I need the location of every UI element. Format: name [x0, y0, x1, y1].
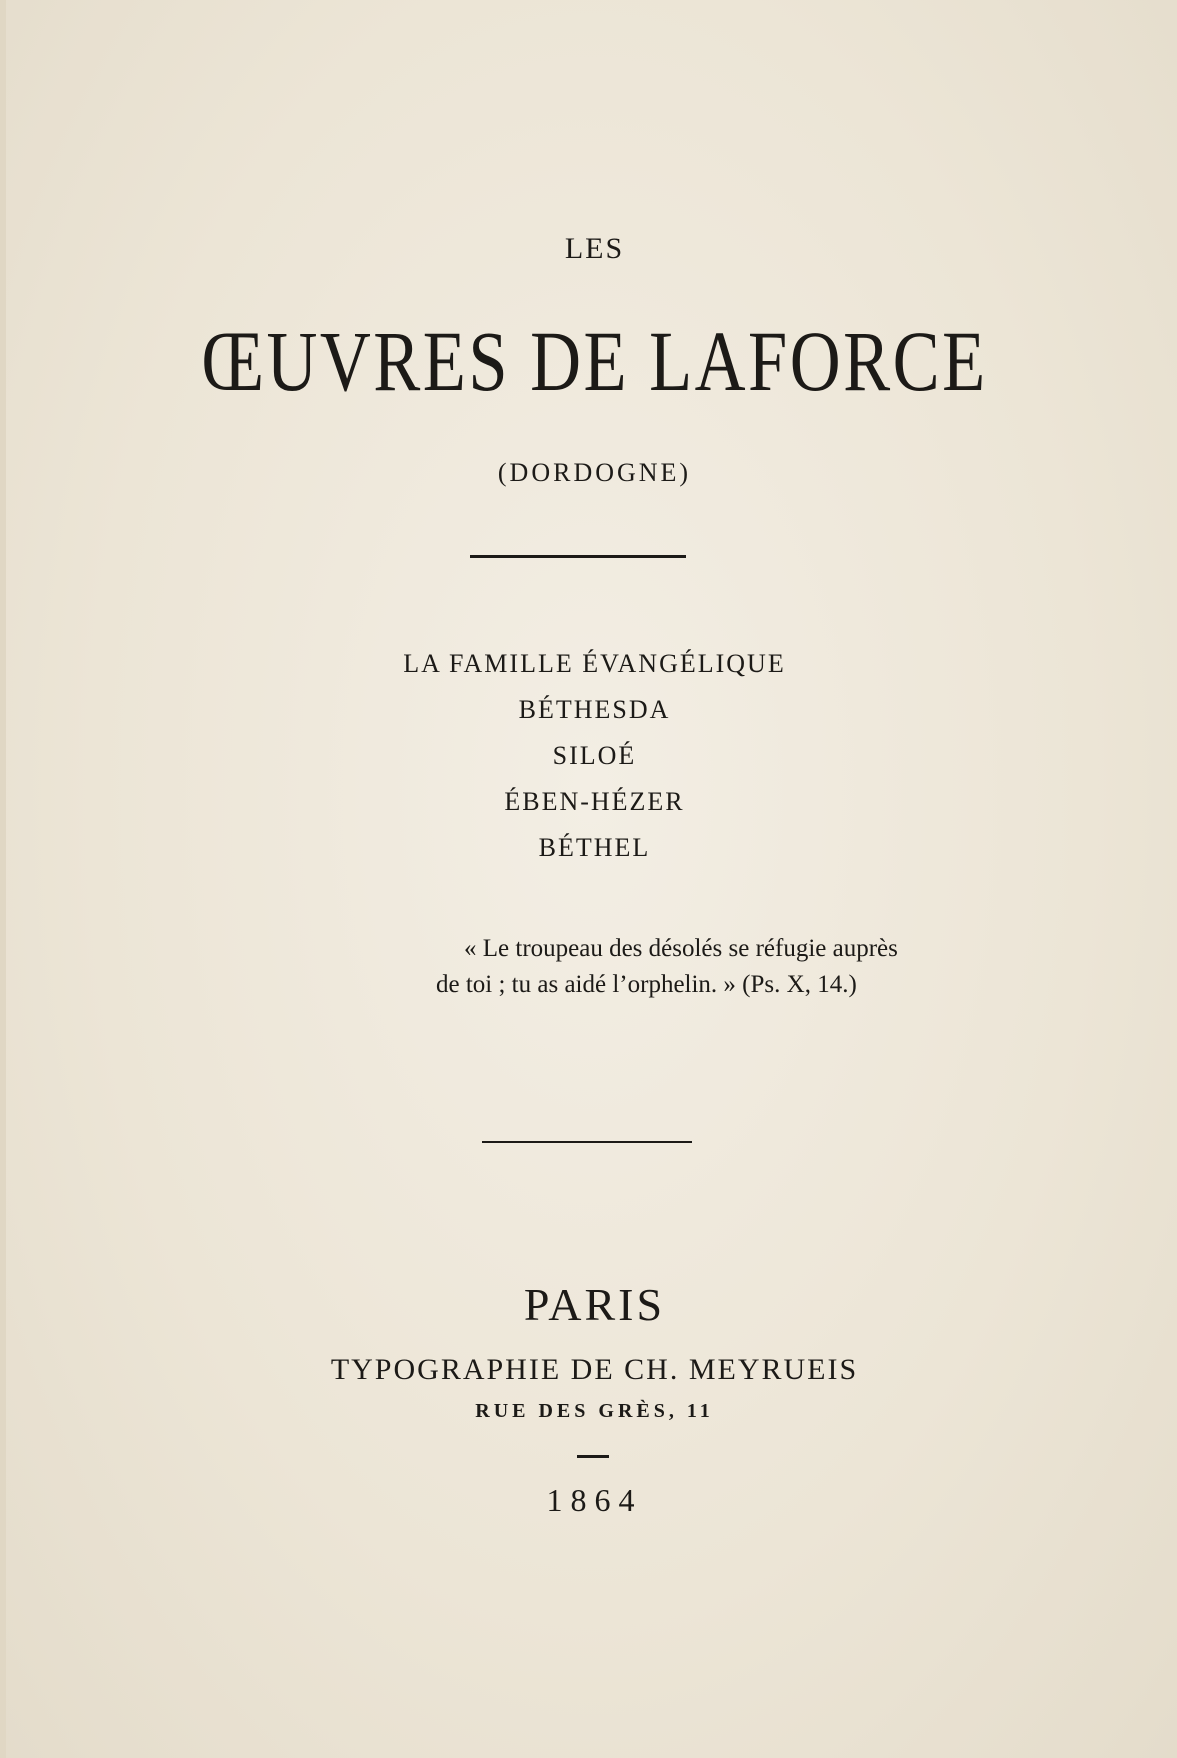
work-title: LA FAMILLE ÉVANGÉLIQUE [403, 649, 786, 678]
divider-rule-top [470, 555, 686, 558]
work-title: SILOÉ [552, 741, 637, 770]
epigraph [436, 931, 996, 1003]
work-title: ÉBEN-HÉZER [504, 787, 685, 816]
title-article: LES [564, 232, 625, 265]
region-subtitle: (DORDOGNE) [497, 458, 692, 487]
work-title: BÉTHESDA [518, 695, 671, 724]
work-title: BÉTHEL [538, 833, 651, 862]
divider-rule-middle [482, 1141, 692, 1143]
page-title: ŒUVRES DE LAFORCE [201, 313, 988, 409]
epigraph-line: « Le troupeau des désolés se réfugie auprès [464, 935, 898, 962]
imprint-year: 1864 [546, 1482, 643, 1518]
imprint-address: RUE DES GRÈS, 11 [475, 1400, 714, 1422]
epigraph-line: de toi ; tu as aidé l’orphelin. » (Ps. X, 14.) [436, 971, 857, 998]
divider-rule-short [577, 1455, 609, 1458]
imprint-printer: TYPOGRAPHIE DE CH. MEYRUEIS [330, 1353, 859, 1386]
imprint-city: PARIS [523, 1279, 666, 1330]
